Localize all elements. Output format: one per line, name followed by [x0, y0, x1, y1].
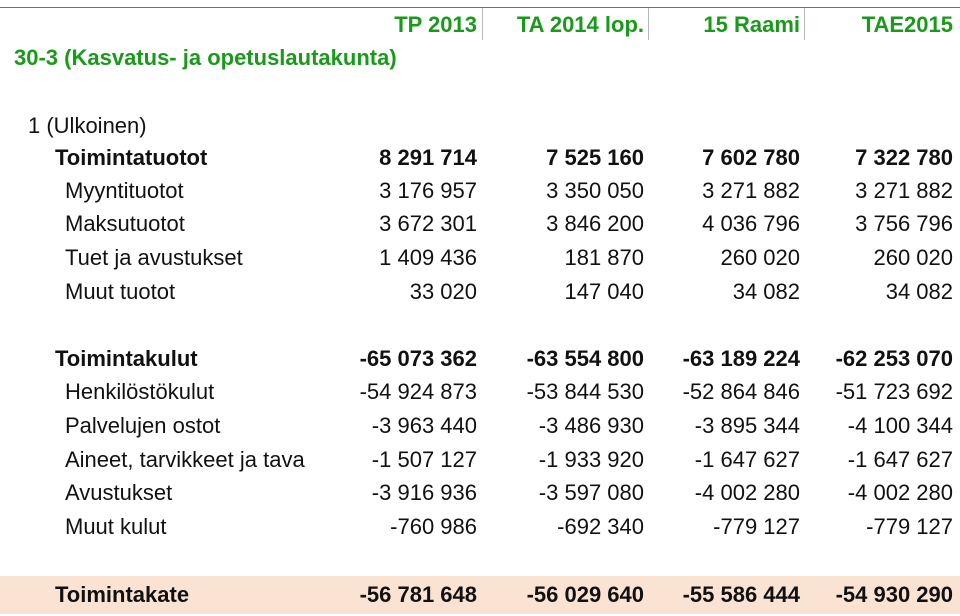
section-title: 30-3 (Kasvatus- ja opetuslautakunta)	[14, 45, 397, 70]
top-border	[0, 7, 960, 8]
table-row-toimintakate-total	[0, 576, 960, 614]
cell-tp2013: 8 291 714	[379, 145, 477, 170]
cell-ta2014: 7 525 160	[546, 145, 644, 170]
column-header-tp2013: TP 2013	[394, 12, 477, 37]
cell-tp2013: 33 020	[409, 279, 477, 304]
row-label: Avustukset	[65, 480, 173, 505]
table-row	[0, 443, 960, 476]
cell-tae2015: 3 756 796	[855, 211, 953, 236]
cell-tp2013: -65 073 362	[359, 346, 477, 371]
cell-ta2014: 147 040	[564, 279, 644, 304]
row-label: Palvelujen ostot	[65, 413, 221, 438]
cell-ta2014: -56 029 640	[526, 582, 644, 607]
cell-raami: -779 127	[713, 514, 800, 539]
table-row	[0, 375, 960, 408]
table-row	[0, 207, 960, 240]
column-separator	[804, 8, 805, 40]
cell-ta2014: -53 844 530	[526, 379, 644, 404]
table-row	[0, 174, 960, 207]
cell-ta2014: 181 870	[564, 245, 644, 270]
cell-raami: -4 002 280	[694, 480, 800, 505]
row-label: Toimintakate	[55, 582, 190, 607]
cell-raami: -63 189 224	[682, 346, 800, 371]
table-row-toimintakulut	[0, 342, 960, 375]
row-label: Muut kulut	[65, 514, 167, 539]
cell-tae2015: 3 271 882	[855, 178, 953, 203]
cell-tae2015: -4 100 344	[847, 413, 953, 438]
cell-ta2014: -3 597 080	[538, 480, 644, 505]
cell-ta2014: -692 340	[557, 514, 644, 539]
cell-tp2013: -3 916 936	[371, 480, 477, 505]
cell-tae2015: -779 127	[866, 514, 953, 539]
cell-raami: -55 586 444	[682, 582, 800, 607]
row-label: Muut tuotot	[65, 279, 176, 304]
cell-ta2014: 3 846 200	[546, 211, 644, 236]
row-label: Maksutuotot	[65, 211, 185, 236]
cell-raami: 7 602 780	[702, 145, 800, 170]
cell-tae2015: -1 647 627	[847, 447, 953, 472]
column-separator	[482, 8, 483, 40]
cell-raami: -1 647 627	[694, 447, 800, 472]
cell-tae2015: -51 723 692	[835, 379, 953, 404]
cell-raami: -3 895 344	[694, 413, 800, 438]
cell-tp2013: -54 924 873	[359, 379, 477, 404]
table-row	[0, 409, 960, 442]
cell-tae2015: 34 082	[885, 279, 953, 304]
row-label: Toimintakulut	[55, 346, 198, 371]
table-row	[0, 241, 960, 274]
cell-tp2013: 3 176 957	[379, 178, 477, 203]
row-label: Myyntituotot	[65, 178, 184, 203]
cell-tp2013: 3 672 301	[379, 211, 477, 236]
cell-raami: 4 036 796	[702, 211, 800, 236]
cell-tp2013: -760 986	[390, 514, 477, 539]
row-label: Aineet, tarvikkeet ja tava	[65, 447, 305, 472]
row-label: Henkilöstökulut	[65, 379, 215, 404]
cell-ta2014: -63 554 800	[526, 346, 644, 371]
cell-ta2014: 3 350 050	[546, 178, 644, 203]
cell-raami: 260 020	[720, 245, 800, 270]
cell-tp2013: -1 507 127	[371, 447, 477, 472]
row-label: Toimintatuotot	[55, 145, 208, 170]
cell-tp2013: 1 409 436	[379, 245, 477, 270]
cell-tae2015: 7 322 780	[855, 145, 953, 170]
cell-tae2015: -62 253 070	[835, 346, 953, 371]
row-label: Tuet ja avustukset	[65, 245, 243, 270]
cell-tae2015: -54 930 290	[835, 582, 953, 607]
cell-tae2015: 260 020	[873, 245, 953, 270]
column-separator	[648, 8, 649, 40]
group-title: 1 (Ulkoinen)	[28, 113, 147, 138]
cell-raami: 3 271 882	[702, 178, 800, 203]
table-row	[0, 476, 960, 509]
column-header-tae2015: TAE2015	[861, 12, 953, 37]
cell-tp2013: -56 781 648	[359, 582, 477, 607]
cell-tp2013: -3 963 440	[371, 413, 477, 438]
column-header-raami: 15 Raami	[703, 12, 800, 37]
cell-tae2015: -4 002 280	[847, 480, 953, 505]
cell-ta2014: -3 486 930	[538, 413, 644, 438]
column-header-ta2014: TA 2014 lop.	[516, 12, 644, 37]
cell-raami: 34 082	[732, 279, 800, 304]
table-row	[0, 275, 960, 308]
table-row	[0, 510, 960, 543]
cell-ta2014: -1 933 920	[538, 447, 644, 472]
cell-raami: -52 864 846	[682, 379, 800, 404]
table-row-toimintatuotot	[0, 141, 960, 174]
